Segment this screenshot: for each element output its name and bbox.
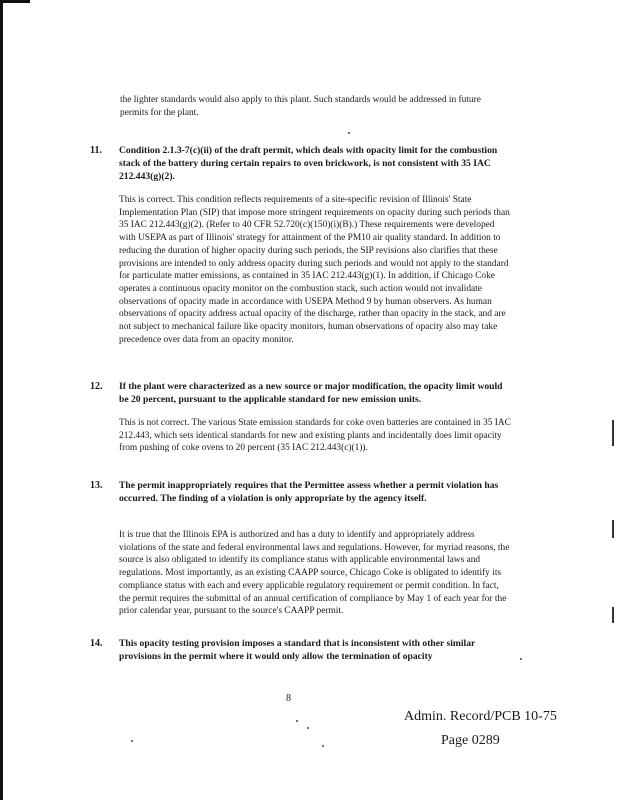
section-11-heading: Condition 2.1.3-7(c)(ii) of the draft permit, which deals with opacity limit for the combustion stack of the battery during certain repairs to oven brickwork, is not consistent with 35 IAC 212.443(g)(2). (119, 145, 498, 182)
scan-mark (612, 607, 614, 623)
page-number: 8 (286, 693, 291, 704)
section-14-number: 14. (90, 638, 103, 649)
scan-speck (307, 727, 309, 729)
section-14-heading: This opacity testing provision imposes a standard that is inconsistent with other similar provisions in the permit where it would only allow the termination of opacity (119, 638, 476, 662)
scan-speck (296, 720, 298, 722)
section-13-heading: The permit inappropriately requires that the Permittee assess whether a permit violation has occurred. The finding of a violation is only appropriate by the agency itself. (119, 480, 499, 504)
section-12-heading: If the plant were characterized as a new source or major modification, the opacity limit would be 20 percent, pursuant to the applicable standard for new emission units. (119, 381, 503, 405)
scan-speck (131, 740, 133, 742)
section-11-number: 11. (90, 145, 102, 156)
section-12-body: This is not correct. The various State emission standards for coke oven batteries are contained in 35 IAC 212.443, which sets identical standards for new and existing plants and incidentally does limit opacity from pushing of coke ovens to 20 percent (35 IAC 212.443(c)(1)). (119, 418, 511, 454)
scan-speck (322, 745, 324, 747)
section-13-body: It is true that the Illinois EPA is authorized and has a duty to identify and appropriately address violations of the state and federal environmental laws and regulations. However, for myriad reasons, the source is also obligated to identify its compliance status with applicable environmental laws and regulations. Most importantly, as an existing CAAPP source, Chicago Coke is obligated to identify its compliance status with each and every applicable regulatory requirement or permit condition. In fact, the permit requires the submittal of an annual certification of compliance by May 1 of each year for the prior calendar year, pursuant to the source's CAAPP permit. (119, 530, 510, 617)
scan-speck (348, 132, 350, 134)
scan-edge-top (0, 0, 30, 3)
admin-record-stamp: Admin. Record/PCB 10-75 (404, 709, 557, 724)
scan-mark (612, 520, 614, 538)
section-11-body: This is correct. This condition reflects requirements of a site-specific revision of Illinois' State Implementation Plan (SIP) that impose more stringent requirements on opacity during such periods than 35 IAC 212.443(g)(2). (Refer to 40 CFR 52.720(c)(150)(i)(B).) These requirements were developed with USEPA as part of Illinois' strategy for attainment of the PM10 air quality standard. In addition to reducing the duration of higher opacity during such periods, the SIP revisions also clarifies that these provisions are intended to only address opacity during such periods and would not apply to the standard for particulate matter emissions, as contained in 35 IAC 212.443(g)(1). In addition, if Chicago Coke operates a continuous opacity monitor on the combustion stack, such action would not invalidate observations of opacity made in accordance with USEPA Method 9 by human observers. As human observations of opacity address actual opacity of the discharge, rather than opacity in the stack, and are not subject to mechanical failure like opacity monitors, human observations of opacity also may take precedence over data from an opacity monitor. (119, 195, 510, 345)
section-12-number: 12. (90, 381, 103, 392)
section-13-number: 13. (90, 480, 103, 491)
scan-mark (612, 420, 614, 446)
intro-paragraph: the lighter standards would also apply to this plant. Such standards would be addressed in future permits for the plant. (120, 95, 481, 118)
scan-edge-left (0, 0, 3, 800)
record-page-stamp: Page 0289 (441, 733, 500, 748)
scan-speck (520, 658, 522, 660)
